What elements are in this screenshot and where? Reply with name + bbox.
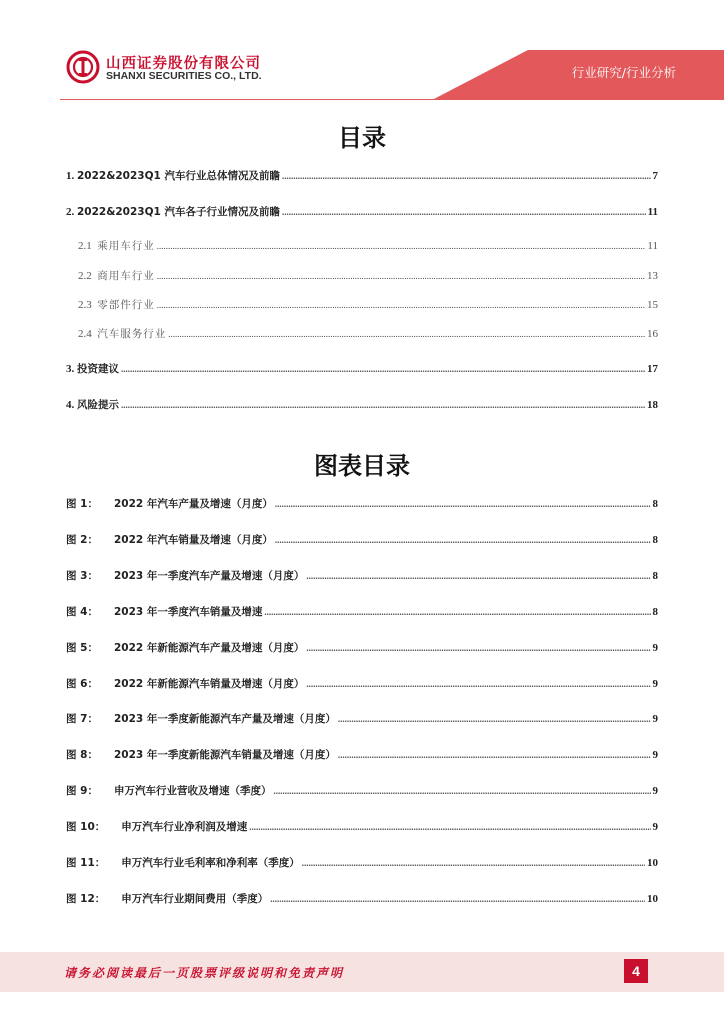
figure-title: 2023 年一季度新能源汽车销量及增速（月度） (113, 749, 336, 761)
figure-entry[interactable] (66, 676, 658, 692)
figures-title: 图表目录 (314, 452, 410, 480)
toc-leader-dots (157, 300, 645, 310)
toc-entry[interactable] (66, 204, 658, 220)
toc-entry-number: 2.1 (78, 240, 92, 252)
figure-entry[interactable] (66, 604, 658, 620)
figure-number: 图 3： (66, 570, 98, 582)
page-header (0, 0, 724, 100)
toc-entry-label (66, 361, 119, 376)
toc-entry-number: 2.2 (78, 270, 92, 282)
figure-number: 图 8： (66, 749, 98, 761)
figure-entry[interactable] (66, 496, 658, 512)
toc-entry-label (78, 238, 155, 253)
figure-title: 申万汽车行业营收及增速（季度） (113, 785, 272, 797)
figure-leader-dots (302, 858, 645, 868)
toc-leader-dots (157, 271, 645, 281)
company-name-cn: 山西证券股份有限公司 (106, 56, 261, 72)
figure-entry-page: 9 (652, 642, 658, 654)
toc-entry-page: 13 (647, 270, 658, 282)
toc-entry[interactable] (66, 361, 658, 377)
figure-title: 2022 年新能源汽车销量及增速（月度） (113, 678, 305, 690)
toc-entry-page: 15 (647, 299, 658, 311)
header-band (0, 0, 724, 100)
figure-number: 图 6： (66, 678, 98, 690)
figure-entry-page: 8 (652, 498, 658, 510)
toc-entry[interactable] (66, 397, 658, 413)
toc-entry-page: 17 (647, 363, 658, 375)
toc-leader-dots (168, 329, 645, 339)
toc-entry-text: 2022&2023Q1 汽车各子行业情况及前瞻 (77, 206, 280, 218)
toc-entry-page: 18 (647, 399, 658, 411)
toc-entry-number: 2.4 (78, 328, 92, 340)
figure-entry[interactable] (66, 747, 658, 763)
figure-number: 图 4： (66, 606, 98, 618)
figure-entry[interactable] (66, 819, 658, 835)
toc-title: 目录 (338, 124, 386, 152)
toc-entry-label (78, 326, 166, 341)
figure-leader-dots (306, 571, 650, 581)
toc-entry-text: 汽车服务行业 (97, 328, 167, 340)
figure-entry-page: 9 (652, 785, 658, 797)
company-logo-icon (66, 50, 100, 84)
toc-entry-text: 商用车行业 (97, 270, 155, 282)
figure-entry-page: 10 (647, 857, 658, 869)
figure-entry-label (66, 532, 273, 547)
figure-entry[interactable] (66, 568, 658, 584)
figure-entry-label (66, 783, 271, 798)
toc-entry-text: 风险提示 (77, 399, 119, 411)
toc-entry[interactable] (78, 326, 658, 342)
figure-number: 图 7： (66, 713, 98, 725)
figure-entry[interactable] (66, 711, 658, 727)
toc-entry-page: 11 (647, 240, 658, 252)
toc-entry-label (66, 168, 280, 183)
toc-entry-page: 7 (652, 170, 658, 182)
figure-number: 图 11： (66, 857, 106, 869)
toc-leader-dots (282, 171, 651, 181)
figure-number: 图 2： (66, 534, 98, 546)
toc-entry-text: 乘用车行业 (97, 240, 155, 252)
figure-number: 图 5： (66, 642, 98, 654)
toc-leader-dots (282, 207, 646, 217)
figure-leader-dots (264, 607, 650, 617)
figure-entry-page: 9 (652, 749, 658, 761)
toc-entry-page: 16 (647, 328, 658, 340)
figure-leader-dots (275, 535, 651, 545)
figure-entry-label (66, 604, 262, 619)
figure-entry-page: 10 (647, 893, 658, 905)
figure-leader-dots (306, 679, 650, 689)
toc-entry-number: 3. (66, 363, 75, 375)
toc-entry-text: 零部件行业 (97, 299, 155, 311)
figure-entry-page: 8 (652, 570, 658, 582)
figure-entry[interactable] (66, 532, 658, 548)
figure-entry-label (66, 676, 304, 691)
toc-entry-number: 2. (66, 206, 75, 218)
figure-title: 2022 年汽车产量及增速（月度） (113, 498, 273, 510)
figure-leader-dots (275, 499, 651, 509)
figure-number: 图 12： (66, 893, 106, 905)
toc-leader-dots (157, 241, 646, 251)
toc-leader-dots (121, 400, 645, 410)
toc-entry[interactable] (78, 238, 658, 254)
figure-number: 图 10： (66, 821, 106, 833)
figure-entry-page: 9 (652, 678, 658, 690)
toc-entry-number: 4. (66, 399, 75, 411)
figure-entry-label (66, 819, 247, 834)
toc-entry-label (78, 268, 155, 283)
toc-entry[interactable] (78, 297, 658, 313)
figure-entry[interactable] (66, 891, 658, 907)
toc-entry[interactable] (78, 268, 658, 284)
figure-entry-label (66, 568, 304, 583)
figure-entry-page: 9 (652, 821, 658, 833)
figure-entry-page: 8 (652, 606, 658, 618)
figure-entry-page: 9 (652, 713, 658, 725)
page-number: 4 (624, 959, 648, 983)
figure-title: 申万汽车行业净利润及增速 (121, 821, 248, 833)
figure-entry-label (66, 747, 336, 762)
figure-entry-label (66, 640, 304, 655)
figure-leader-dots (338, 750, 651, 760)
figure-title: 2023 年一季度汽车产量及增速（月度） (113, 570, 305, 582)
toc-entry-label (66, 204, 280, 219)
figure-leader-dots (249, 822, 650, 832)
figure-entry-label (66, 711, 336, 726)
figure-title: 2023 年一季度新能源汽车产量及增速（月度） (113, 713, 336, 725)
report-type-label: 行业研究/行业分析 (571, 65, 676, 80)
toc-entry-text: 2022&2023Q1 汽车行业总体情况及前瞻 (77, 170, 280, 182)
toc-entry-number: 2.3 (78, 299, 92, 311)
figure-entry[interactable] (66, 855, 658, 871)
toc-entry-number: 1. (66, 170, 75, 182)
figure-entry-label (66, 496, 273, 511)
figure-title: 2022 年新能源汽车产量及增速（月度） (113, 642, 305, 654)
figure-leader-dots (273, 786, 650, 796)
toc-entry-label (66, 397, 119, 412)
figure-entry[interactable] (66, 640, 658, 656)
figure-title: 申万汽车行业毛利率和净利率（季度） (121, 857, 300, 869)
toc-entry-text: 投资建议 (77, 363, 119, 375)
figure-leader-dots (270, 894, 645, 904)
toc-entry-page: 11 (647, 206, 658, 218)
toc-entry-label (78, 297, 155, 312)
figure-title: 2022 年汽车销量及增速（月度） (113, 534, 273, 546)
toc-entry[interactable] (66, 168, 658, 184)
figure-entry[interactable] (66, 783, 658, 799)
figure-title: 2023 年一季度汽车销量及增速 (113, 606, 263, 618)
toc-leader-dots (121, 364, 645, 374)
company-name-en: SHANXI SECURITIES CO., LTD. (106, 70, 262, 82)
figure-leader-dots (338, 714, 651, 724)
figure-entry-label (66, 855, 300, 870)
figure-entry-label (66, 891, 268, 906)
figure-number: 图 1： (66, 498, 98, 510)
figure-title: 申万汽车行业期间费用（季度） (121, 893, 269, 905)
figure-number: 图 9： (66, 785, 98, 797)
figure-leader-dots (306, 643, 650, 653)
figure-entry-page: 8 (652, 534, 658, 546)
footer-disclaimer: 请务必阅读最后一页股票评级说明和免责声明 (64, 966, 345, 980)
